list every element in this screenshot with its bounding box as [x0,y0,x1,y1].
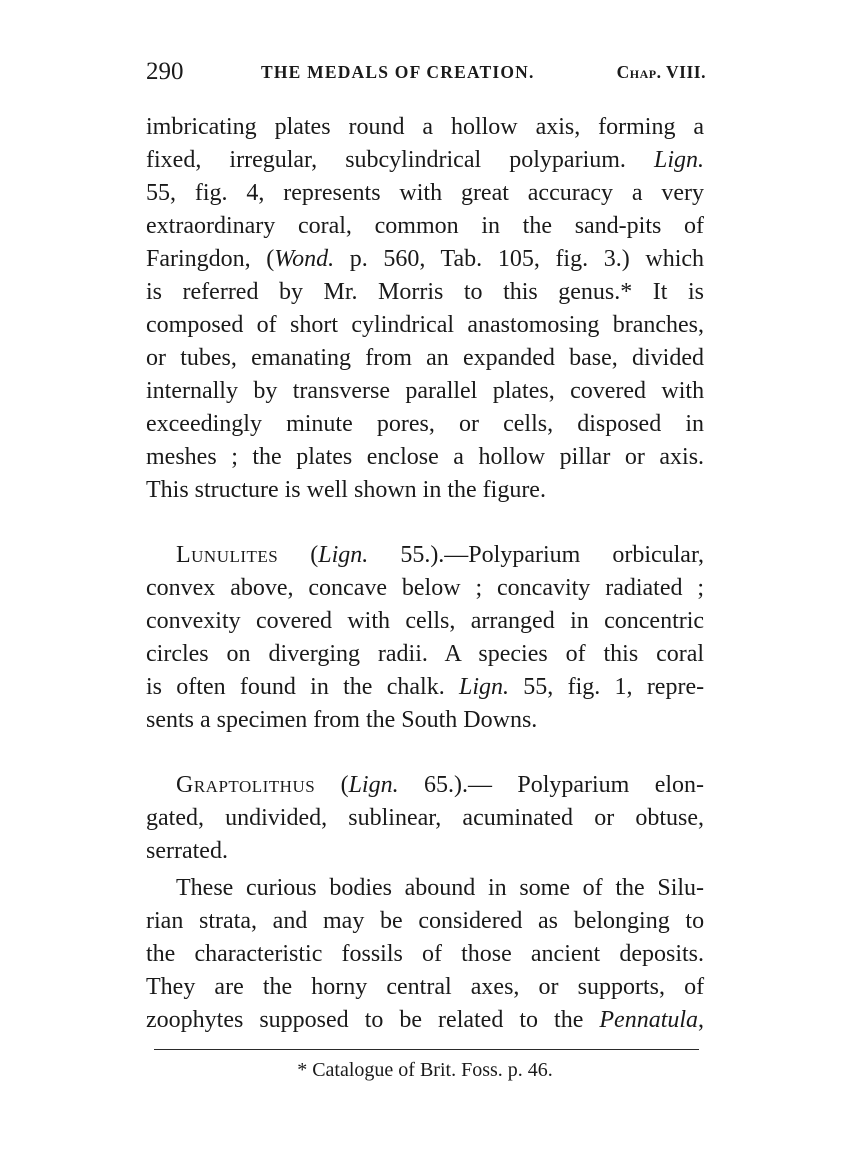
paragraph-lunulites [146,539,704,737]
chapter-label: Chap. VIII. [616,62,706,82]
text-line: the characteristic fossils of those ancient deposits. [146,941,704,967]
page-number: 290 [146,58,184,85]
text-line: internally by transverse parallel plates, covered with [146,378,705,404]
text-line: fixed, irregular, subcylindrical polyparium. Lign. [146,147,705,173]
text-line: convex above, concave below ; concavity radiated ; [146,575,705,601]
text-line: meshes ; the plates enclose a hollow pillar or axis. [146,444,705,470]
text-line: exceedingly minute pores, or cells, disposed in [146,411,704,437]
text-line: imbricating plates round a hollow axis, forming a [146,114,705,140]
paragraph-polyparium-description [146,111,704,507]
paragraph-graptolithus [146,769,704,868]
text-line: or tubes, emanating from an expanded base, divided [146,345,704,371]
text-line: 55, fig. 4, represents with great accuracy a very [146,180,705,206]
footnote-divider [154,1049,699,1050]
text-line: sents a specimen from the South Downs. [146,707,538,733]
text-line: They are the horny central axes, or supports, of [146,974,705,1000]
text-line: extraordinary coral, common in the sand-pits of [146,213,705,239]
text-line: is referred by Mr. Morris to this genus.* It is [146,279,704,305]
text-line: These curious bodies abound in some of the Silu- [176,875,705,901]
text-line: circles on diverging radii. A species of this coral [146,641,705,667]
text-line: gated, undivided, sublinear, acuminated or obtuse, [146,805,704,831]
book-page [146,56,704,1084]
text-line: composed of short cylindrical anastomosing branches, [146,312,705,338]
text-line: rian strata, and may be considered as belonging to [146,908,705,934]
text-line: Faringdon, (Wond. p. 560, Tab. 105, fig. 3.) which [146,246,705,272]
text-line: Graptolithus (Lign. 65.).— Polyparium elon- [176,772,705,798]
text-line: convexity covered with cells, arranged in concentric [146,608,705,634]
paragraph-silurian-bodies [146,872,704,1037]
text-line: is often found in the chalk. Lign. 55, fig. 1, repre- [146,674,705,700]
footnote: * Catalogue of Brit. Foss. p. 46. [297,1059,553,1081]
text-line: serrated. [146,838,228,864]
text-line: zoophytes supposed to be related to the Pennatula, [146,1007,705,1033]
running-title: THE MEDALS OF CREATION. [261,62,535,82]
text-line: This structure is well shown in the figure. [146,477,546,503]
text-line: Lunulites (Lign. 55.).—Polyparium orbicular, [176,542,704,568]
running-head [146,56,704,92]
